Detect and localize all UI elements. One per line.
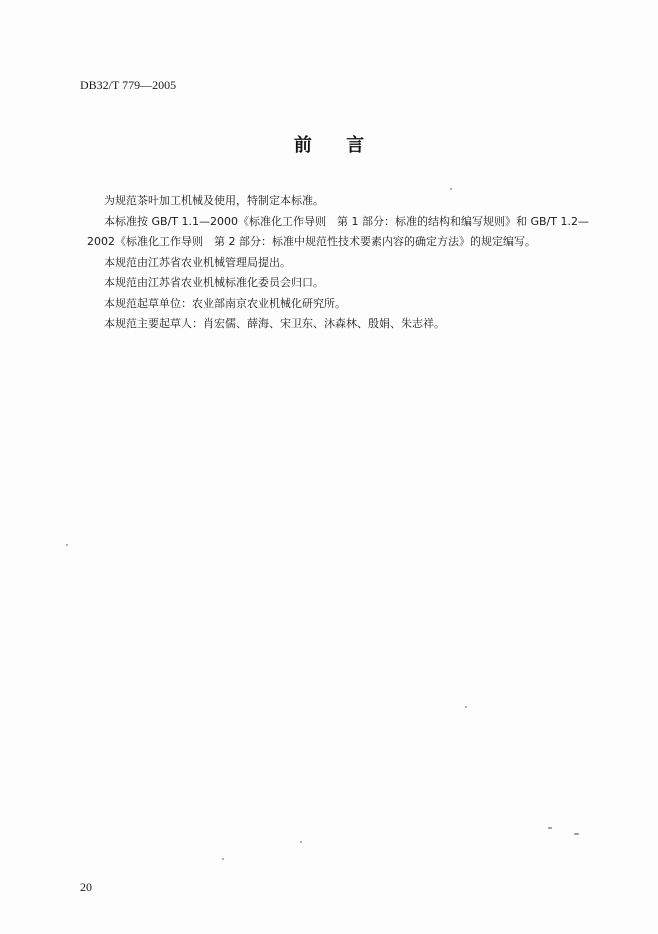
scan-speck (548, 827, 552, 829)
scan-speck (465, 706, 467, 708)
scan-speck (222, 858, 224, 860)
paragraph-drafting-basis: 本标准按 GB/T 1.1—2000《标准化工作导则 第 1 部分：标准的结构和编写规则》和 GB/T 1.2— (104, 214, 589, 228)
paragraph-drafters: 本规范主要起草人：肖宏儒、薛海、宋卫东、沐森林、殷娟、朱志祥。 (104, 317, 445, 330)
paragraph-purpose: 为规范茶叶加工机械及使用，特制定本标准。 (104, 194, 324, 207)
paragraph-centralized-by: 本规范由江苏省农业机械标准化委员会归口。 (104, 276, 324, 289)
scan-speck (450, 188, 452, 190)
paragraph-drafting-basis-continued: 2002《标准化工作导则 第 2 部分：标准中规范性技术要素内容的确定方法》的规定编写。 (87, 235, 536, 248)
paragraph-drafting-unit: 本规范起草单位：农业部南京农业机械化研究所。 (104, 296, 346, 310)
scan-speck (574, 833, 579, 835)
paragraph-proposed-by: 本规范由江苏省农业机械管理局提出。 (104, 255, 291, 269)
page-number: 20 (80, 880, 92, 894)
standard-code: DB32/T 779—2005 (80, 78, 177, 92)
foreword-body (87, 191, 624, 335)
page-title: 前 言 (293, 135, 379, 156)
scan-speck (300, 841, 302, 843)
scan-speck (66, 544, 68, 546)
